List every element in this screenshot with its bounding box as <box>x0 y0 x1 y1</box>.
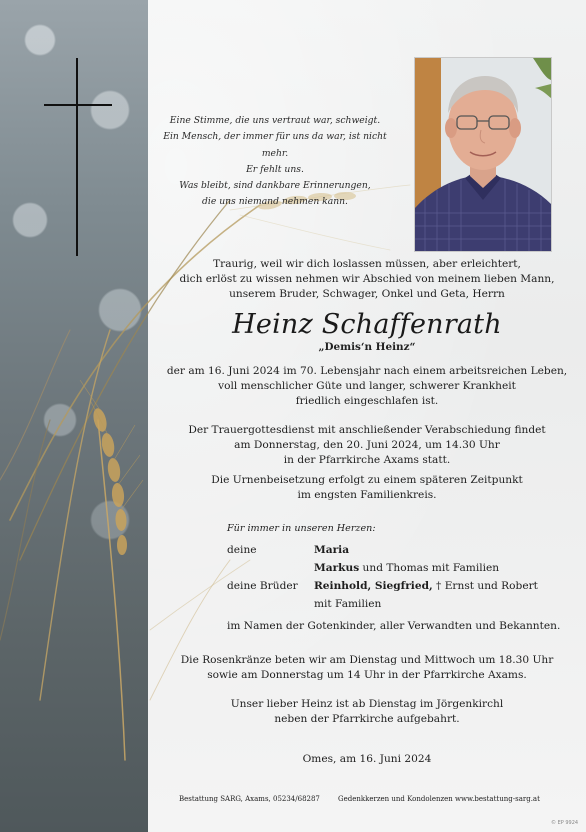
family-names <box>314 543 349 558</box>
family-names <box>314 561 499 576</box>
family-names-bold: Reinhold, Siegfried, <box>314 580 433 592</box>
undertaker-info: Bestattung SARG, Axams, 05234/68287 <box>179 795 320 803</box>
service-line: in der Pfarrkirche Axams statt. <box>283 454 451 466</box>
family-names-bold: Markus <box>314 562 360 574</box>
cross-icon <box>44 58 112 258</box>
copyright-mark: © EP 9924 <box>551 820 579 826</box>
deceased-name: Heinz Schaffenrath <box>232 309 502 340</box>
verse-line: die uns niemand nehmen kann. <box>202 196 348 208</box>
death-notice-line: voll menschlicher Güte und langer, schwerer Krankheit <box>218 380 516 392</box>
intro-line: Traurig, weil wir dich loslassen müssen, aber erleichtert, <box>213 258 521 270</box>
verse-line: Eine Stimme, die uns vertraut war, schweigt. <box>169 115 381 126</box>
urn-line: im engsten Familienkreis. <box>297 489 437 501</box>
family-closing: im Namen der Gotenkinder, aller Verwandten und Bekannten. <box>227 620 561 632</box>
family-relation: deine <box>227 544 257 556</box>
lying-in-state-line: Unser lieber Heinz ist ab Dienstag im Jörgenkirchl <box>230 698 504 710</box>
verse-line: Ein Mensch, der immer für uns da war, ist nicht mehr. <box>163 131 387 159</box>
urn-line: Die Urnenbeisetzung erfolgt zu einem späteren Zeitpunkt <box>211 474 523 486</box>
deceased-nickname: „Demis‘n Heinz“ <box>318 341 416 353</box>
family-names-bold: Maria <box>314 544 350 556</box>
family-heading: Für immer in unseren Herzen: <box>227 523 376 534</box>
place-date: Omes, am 16. Juni 2024 <box>302 753 432 765</box>
memorial-verse <box>150 113 400 211</box>
condolences-link[interactable]: Gedenkkerzen und Kondolenzen www.bestattung-sarg.at <box>338 795 540 803</box>
verse-line: Er fehlt uns. <box>246 163 304 175</box>
rosary-line: Die Rosenkränze beten wir am Dienstag und Mittwoch um 18.30 Uhr <box>180 654 554 666</box>
service-line: Der Trauergottesdienst mit anschließender Verabschiedung findet <box>188 424 546 436</box>
family-names <box>314 579 538 594</box>
lying-in-state-line: neben der Pfarrkirche aufgebahrt. <box>274 713 460 725</box>
family-names-rest: † Ernst und Robert <box>432 580 538 592</box>
family-names-rest: mit Familien <box>314 598 382 610</box>
family-names <box>314 597 381 612</box>
death-notice-line: der am 16. Juni 2024 im 70. Lebensjahr nach einem arbeitsreichen Leben, <box>166 365 568 377</box>
portrait-photo <box>414 57 552 252</box>
intro-line: unserem Bruder, Schwager, Onkel und Geta, Herrn <box>229 288 505 300</box>
family-names-rest: und Thomas mit Familien <box>359 562 500 574</box>
death-notice-line: friedlich eingeschlafen ist. <box>295 395 439 407</box>
intro-line: dich erlöst zu wissen nehmen wir Abschied von meinem lieben Mann, <box>179 273 555 285</box>
rosary-line: sowie am Donnerstag um 14 Uhr in der Pfarrkirche Axams. <box>207 669 527 681</box>
family-relation: deine Brüder <box>227 580 298 592</box>
verse-line: Was bleibt, sind dankbare Erinnerungen, <box>179 180 371 192</box>
service-line: am Donnerstag, den 20. Juni 2024, um 14.30 Uhr <box>234 439 500 451</box>
